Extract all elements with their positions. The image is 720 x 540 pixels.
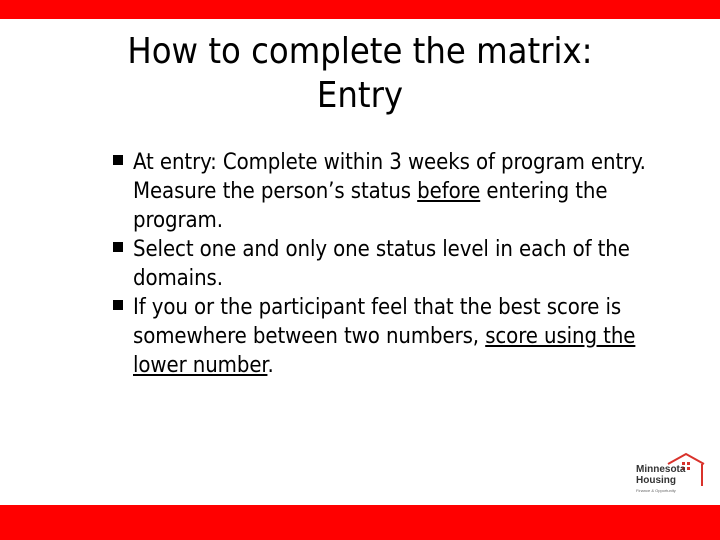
bullet-text: At entry: Complete within 3 weeks of program entry. Measure the person’s status before entering the program.: [133, 150, 646, 233]
logo-wordmark: Minnesota Housing: [636, 464, 686, 486]
bullet-list: [113, 148, 683, 380]
square-bullet-icon: [113, 242, 123, 252]
bullet-text: If you or the participant feel that the best score is somewhere between two numbers, score using the lower number.: [133, 295, 636, 378]
top-accent-bar: [0, 0, 720, 19]
underlined-text: score using the lower number: [133, 324, 636, 378]
minnesota-housing-logo: [630, 452, 706, 498]
square-bullet-icon: [113, 155, 123, 165]
title-line-2: Entry: [316, 75, 404, 116]
bullet-item: [113, 148, 683, 235]
bottom-accent-bar: [0, 505, 720, 540]
slide-title: [0, 30, 720, 118]
square-bullet-icon: [113, 300, 123, 310]
title-line-1: How to complete the matrix:: [127, 31, 593, 72]
underlined-text: before: [417, 179, 481, 204]
bullet-item: [113, 293, 683, 380]
logo-tagline: Finance & Opportunity: [636, 488, 676, 493]
bullet-item: [113, 235, 683, 293]
bullet-text: Select one and only one status level in each of the domains.: [133, 237, 630, 291]
